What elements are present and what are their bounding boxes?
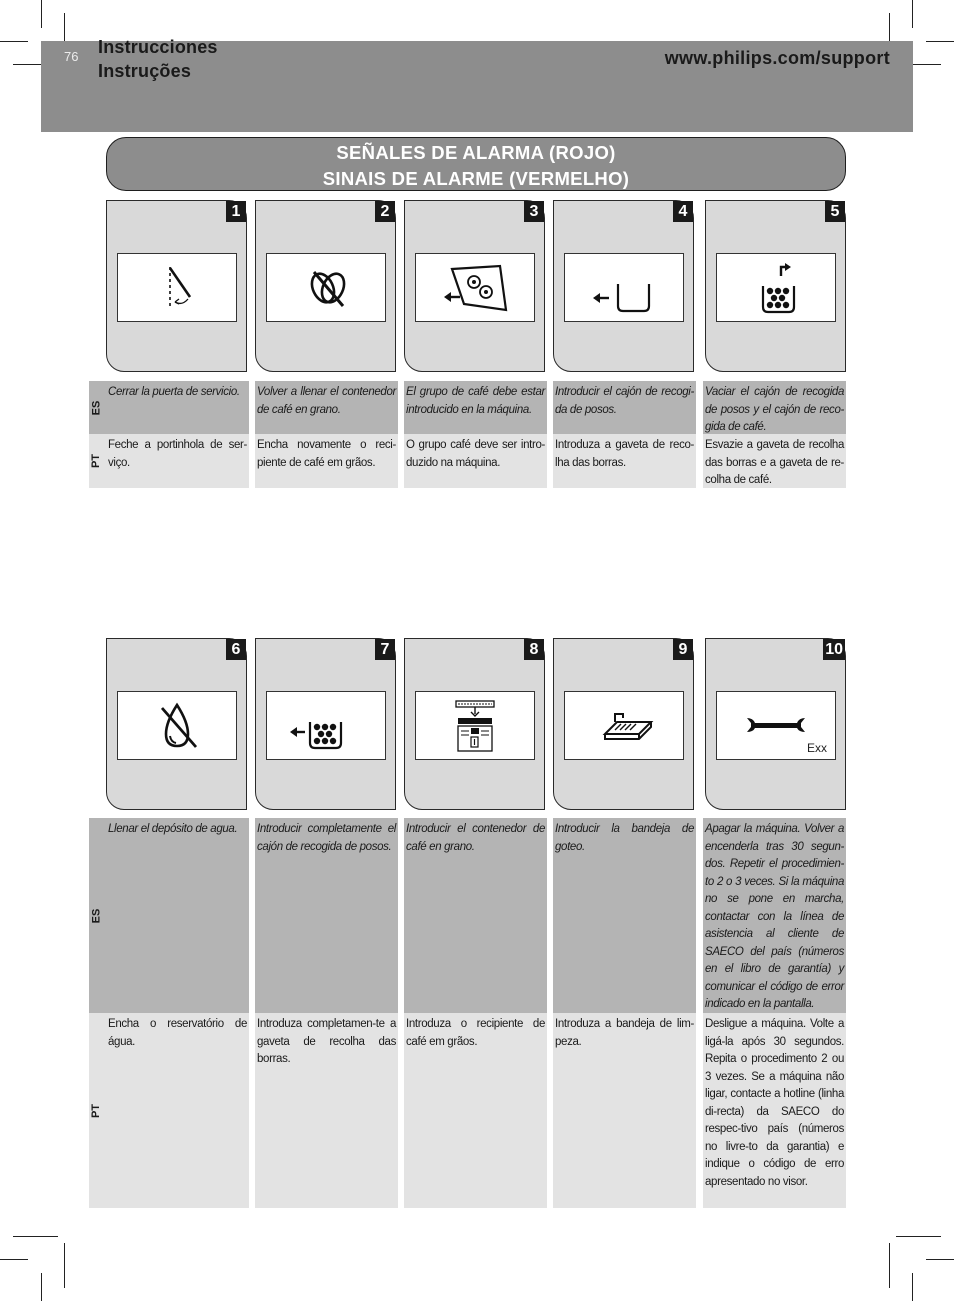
instruction-es: Apagar la máquina. Volver a encenderla tras 30 segun-dos. Repetir el procedimien-to 2 o 3 veces. Si la máquina no se pone en marcha, contactar con la línea de asistencia al cliente de SAECO del país (números en el libro de garantía) y comunicar el código de error indicado en la pantalla. [703, 818, 846, 1013]
alarm-number-badge: 3 [524, 201, 544, 222]
support-link[interactable]: www.philips.com/support [664, 48, 890, 68]
alarm-number-badge: 5 [825, 201, 845, 222]
alarm-number-badge: 10 [825, 641, 843, 658]
crop-mark [926, 1259, 954, 1260]
instruction-pt: Introduza a gaveta de reco-lha das borras. [553, 434, 696, 488]
crop-mark [912, 0, 913, 28]
display-screen [564, 691, 684, 760]
crop-mark [13, 1236, 58, 1237]
instruction-es: Introducir el cajón de recogi-da de posos. [553, 381, 696, 434]
instruction-pt: Introduza a bandeja de lim-peza. [553, 1013, 696, 1208]
crop-mark [889, 1243, 890, 1288]
instruction-es: Cerrar la puerta de servicio. [106, 381, 249, 434]
crop-mark [64, 1243, 65, 1288]
display-screen [266, 691, 386, 760]
language-label-es-text: ES [90, 400, 103, 415]
instruction-pt: Encha novamente o reci-piente de café em grãos. [255, 434, 398, 488]
alarm-number-badge: 6 [226, 639, 246, 660]
crop-mark [926, 41, 954, 42]
instruction-pt: O grupo café deve ser intro-duzido na máquina. [404, 434, 547, 488]
alarm-panel-9 [553, 638, 694, 810]
language-label-pt [89, 434, 107, 488]
alarm-panel-8 [404, 638, 545, 810]
language-label-es [89, 381, 107, 434]
crop-mark [0, 41, 28, 42]
alarm-panel-3 [404, 200, 545, 372]
language-label-pt-text: PT [90, 1103, 103, 1118]
instruction-es: Llenar el depósito de agua. [106, 818, 249, 1013]
alarm-panel-4 [553, 200, 694, 372]
display-screen [716, 691, 836, 760]
alarm-number-badge: 4 [673, 201, 693, 222]
language-label-pt-text: PT [90, 453, 103, 469]
alarm-number-badge: 2 [375, 201, 395, 222]
language-label-es [89, 818, 107, 1013]
crop-mark [41, 1273, 42, 1301]
instruction-pt: Encha o reservatório de água. [106, 1013, 249, 1208]
language-label-es-text: ES [90, 908, 103, 923]
alarm-panel-5 [705, 200, 846, 372]
language-label-pt [89, 1013, 107, 1208]
display-screen [266, 253, 386, 322]
crop-mark [41, 0, 42, 28]
crop-mark [896, 1236, 941, 1237]
alarm-panel-2 [255, 200, 396, 372]
instruction-pt: Feche a portinhola de ser-viço. [106, 434, 249, 488]
alarm-panel-7 [255, 638, 396, 810]
crop-mark [912, 1273, 913, 1301]
display-screen [117, 691, 237, 760]
header-title-es: Instrucciones [98, 37, 218, 57]
error-code-text: Exx [806, 741, 827, 755]
instruction-es: Introducir el contenedor de café en grano. [404, 818, 547, 1013]
instruction-es: Volver a llenar el contenedor de café en grano. [255, 381, 398, 434]
section-title-pt: SINAIS DE ALARME (VERMELHO) [322, 168, 630, 189]
instruction-pt: Introduza completamen-te a gaveta de recolha das borras. [255, 1013, 398, 1208]
section-title-banner [106, 137, 846, 191]
section-title-es: SEÑALES DE ALARMA (ROJO) [336, 142, 616, 163]
instruction-pt: Introduza o recipiente de café em grãos. [404, 1013, 547, 1208]
alarm-number-badge: 1 [226, 201, 246, 222]
instruction-es: Introducir completamente el cajón de recogida de posos. [255, 818, 398, 1013]
instruction-pt: Desligue a máquina. Volte a ligá-la após 30 segundos. Repita o procedimento 2 ou 3 vezes. Se a máquina não ligar, contacte a hotline (linha di-recta) da SAECO do respec-tivo país (números no livre-to da garantia) e indique o código de erro apresentado no visor. [703, 1013, 846, 1208]
instruction-es: Introducir la bandeja de goteo. [553, 818, 696, 1013]
instruction-pt: Esvazie a gaveta de recolha das borras e a gaveta de re-colha de café. [703, 434, 846, 488]
instruction-es: Vaciar el cajón de recogida de posos y el cajón de reco-gida de café. [703, 381, 846, 434]
page-number: 76 [64, 49, 79, 64]
crop-mark [0, 1259, 28, 1260]
display-screen [415, 253, 535, 322]
alarm-number-badge: 9 [673, 639, 693, 660]
alarm-panel-1 [106, 200, 247, 372]
display-screen [117, 253, 237, 322]
instruction-es: El grupo de café debe estar introducido en la máquina. [404, 381, 547, 434]
alarm-panel-10 [705, 638, 846, 810]
header-title-pt: Instruções [98, 61, 192, 81]
display-screen [415, 691, 535, 760]
alarm-panel-6 [106, 638, 247, 810]
display-screen [716, 253, 836, 322]
alarm-number-badge: 8 [524, 639, 544, 660]
alarm-number-badge: 7 [375, 639, 395, 660]
display-screen [564, 253, 684, 322]
